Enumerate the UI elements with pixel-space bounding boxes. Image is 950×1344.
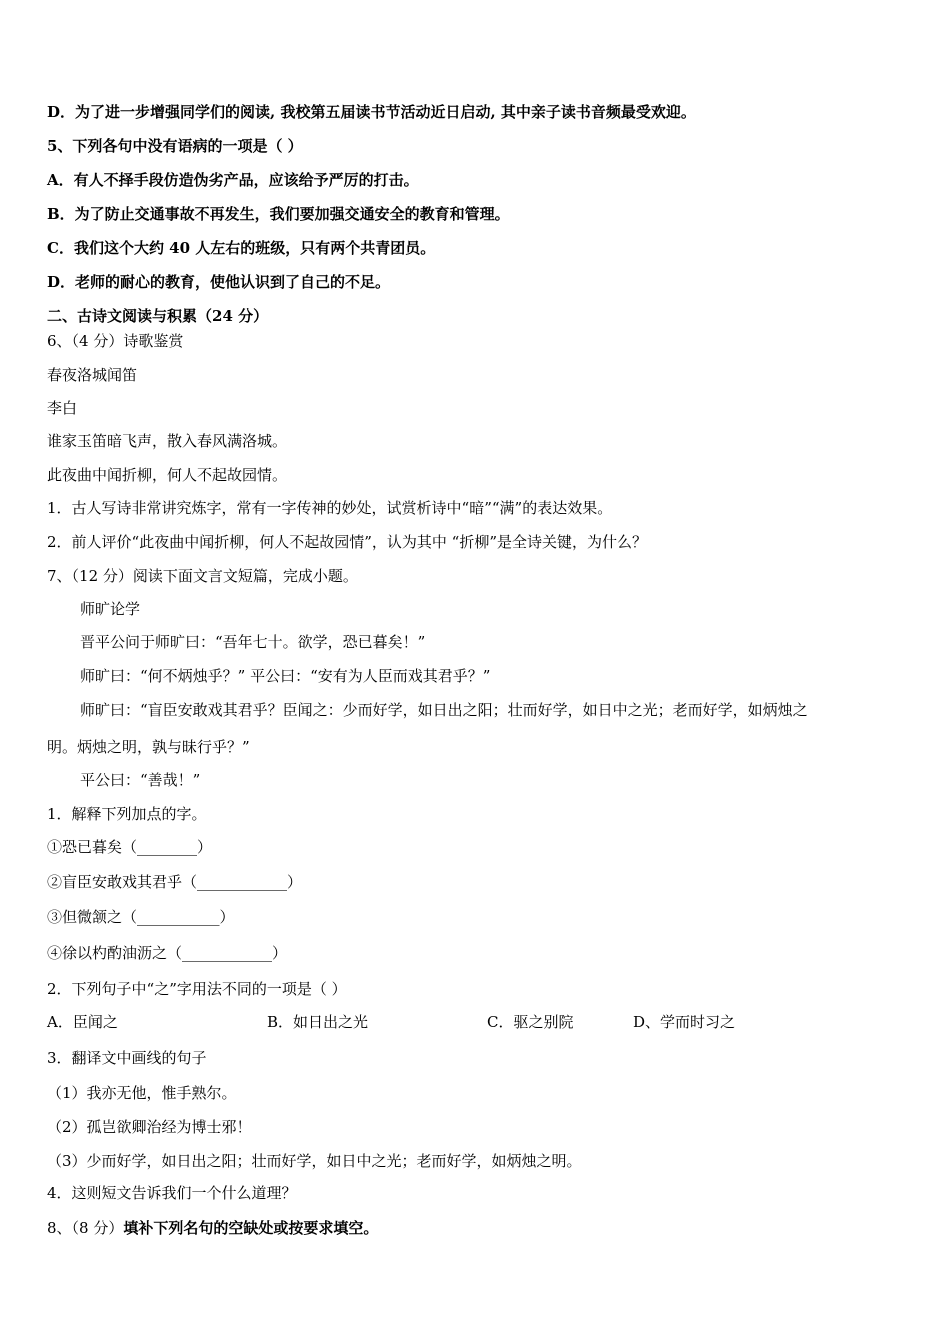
poem-line: 谁家玉笛暗飞声，散入春风满洛城。 (47, 432, 288, 450)
question-7: 7、（12 分）阅读下面文言文短篇，完成小题。 (47, 567, 358, 585)
question-5-option-b: B．为了防止交通事故不再发生，我们要加强交通安全的教育和管理。 (47, 205, 510, 223)
question-7-2: 2．下列句子中“之”字用法不同的一项是（ ） (47, 980, 347, 998)
question-7-2-option-a: A．臣闻之 (47, 1013, 118, 1031)
question-7-3-item: （1）我亦无他，惟手熟尔。 (47, 1084, 237, 1102)
classical-text-paragraph: 平公曰：“善哉！” (80, 771, 201, 789)
question-7-1-item: ②盲臣安敢戏其君乎（____________） (47, 873, 303, 891)
poem-line: 此夜曲中闻折柳，何人不起故园情。 (47, 466, 288, 484)
question-7-3-item: （3）少而好学，如日出之阳；壮而好学，如日中之光；老而好学，如炳烛之明。 (47, 1152, 582, 1170)
question-7-3-item: （2）孤岂欲卿治经为博士邪！ (47, 1118, 252, 1136)
question-5: 5、下列各句中没有语病的一项是（ ） (47, 137, 303, 155)
question-7-2-option-b: B．如日出之光 (267, 1013, 369, 1031)
poem-title: 春夜洛城闻笛 (47, 366, 138, 384)
question-6: 6、（4 分）诗歌鉴赏 (47, 332, 184, 350)
classical-text-paragraph: 晋平公问于师旷曰：“吾年七十。欲学，恐已暮矣！” (80, 633, 426, 651)
classical-text-paragraph-cont: 明。炳烛之明，孰与昧行乎？” (47, 738, 250, 756)
poem-author: 李白 (47, 399, 78, 417)
question-8-text: 填补下列名句的空缺处或按要求填空。 (123, 1219, 379, 1237)
question-7-2-option-d: D、学而时习之 (633, 1013, 736, 1031)
classical-text-paragraph: 师旷曰：“盲臣安敢戏其君乎？臣闻之：少而好学，如日出之阳；壮而好学，如日中之光；老而好学，如炳烛之 (80, 701, 808, 719)
question-5-option-a: A．有人不择手段仿造伪劣产品，应该给予严厉的打击。 (47, 171, 419, 189)
question-7-3: 3．翻译文中画线的句子 (47, 1049, 207, 1067)
question-7-1: 1．解释下列加点的字。 (47, 805, 207, 823)
question-6-2: 2．前人评价“此夜曲中闻折柳，何人不起故园情”，认为其中 “折柳”是全诗关键，为什么？ (47, 533, 647, 551)
question-5-option-d: D．老师的耐心的教育，使他认识到了自己的不足。 (47, 273, 391, 291)
question-7-1-item: ①恐已暮矣（________） (47, 838, 213, 856)
classical-text-paragraph: 师旷曰：“何不炳烛乎？” 平公曰：“安有为人臣而戏其君乎？” (80, 667, 491, 685)
question-7-1-item: ④徐以杓酌油沥之（____________） (47, 944, 288, 962)
question-7-1-item: ③但微颔之（___________） (47, 908, 235, 926)
question-8-number: 8、（8 分） (47, 1219, 124, 1237)
option-d-text: D．为了进一步增强同学们的阅读, 我校第五届读书节活动近日启动, 其中亲子读书音频最受欢迎。 (47, 103, 696, 121)
question-8 (47, 1218, 378, 1238)
classical-text-title: 师旷论学 (80, 600, 141, 618)
question-7-2-option-c: C．驱之别院 (487, 1013, 574, 1031)
question-5-option-c: C．我们这个大约 40 人左右的班级，只有两个共青团员。 (47, 239, 436, 257)
question-7-4: 4．这则短文告诉我们一个什么道理？ (47, 1184, 297, 1202)
question-6-1: 1．古人写诗非常讲究炼字，常有一字传神的妙处，试赏析诗中“暗”“满”的表达效果。 (47, 499, 613, 517)
section-heading: 二、古诗文阅读与积累（24 分） (47, 307, 269, 325)
